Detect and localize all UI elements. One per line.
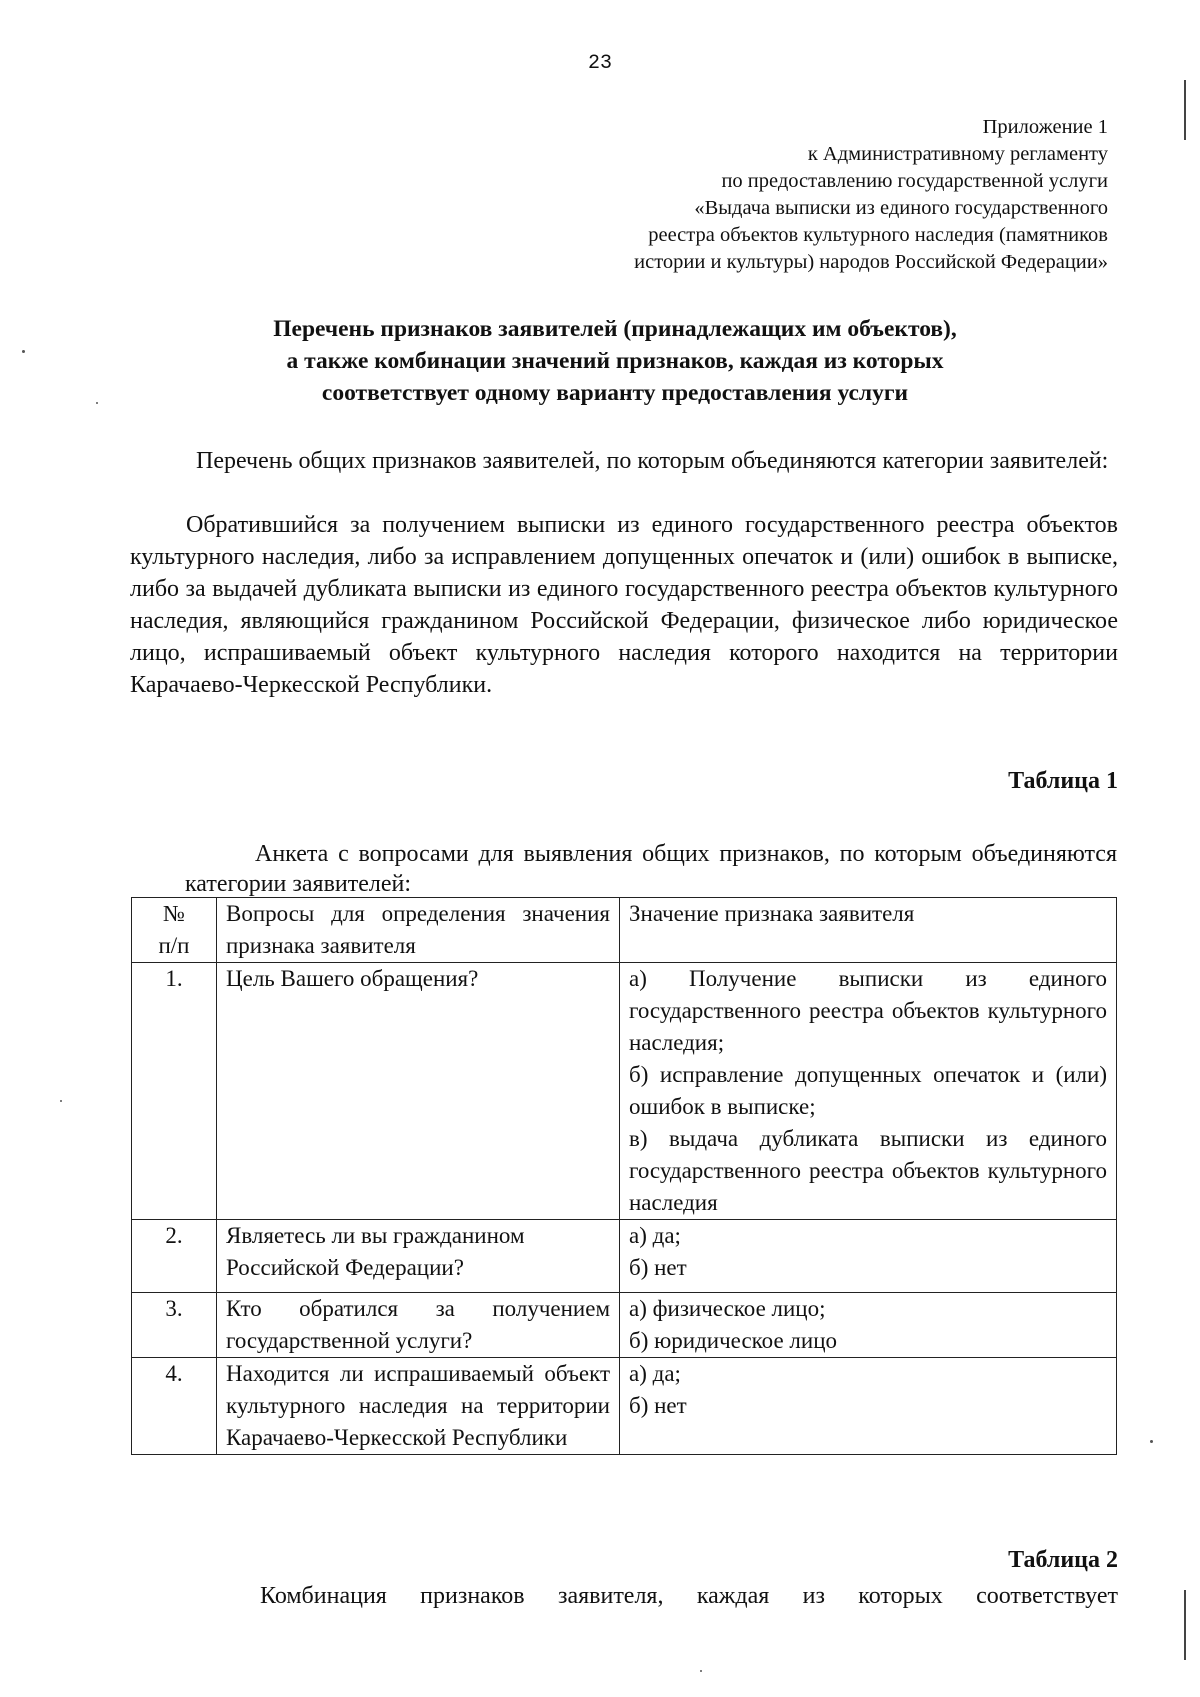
document-title — [120, 313, 1110, 409]
value-option: а) да; — [629, 1223, 681, 1248]
table1-intro — [185, 839, 1117, 899]
row-question: Являетесь ли вы гражданином Российской Федерации? — [217, 1220, 620, 1293]
table-row — [132, 963, 1117, 1220]
general-signs-paragraph — [130, 445, 1118, 477]
row-question: Находится ли испрашиваемый объект культурного наследия на территории Карачаево-Черкесской Республики — [217, 1358, 620, 1455]
value-option: а) физическое лицо; — [629, 1296, 826, 1321]
value-option: б) исправление допущенных опечаток и (или) ошибок в выписке; — [629, 1062, 1107, 1119]
table2-label: Таблица 2 — [1008, 1547, 1118, 1573]
appendix-line: Приложение 1 — [982, 116, 1108, 138]
table-row — [132, 1220, 1117, 1293]
table1-label: Таблица 1 — [1008, 768, 1118, 794]
row-values — [620, 1293, 1117, 1358]
value-option: а) Получение выписки из единого государственного реестра объектов культурного наследия; — [629, 966, 1107, 1055]
value-option: в) выдача дубликата выписки из единого государственного реестра объектов культурного наследия — [629, 1126, 1107, 1215]
scan-margin-mark — [1184, 1590, 1186, 1660]
title-line: а также комбинации значений признаков, каждая из которых — [286, 348, 944, 374]
value-option: а) да; — [629, 1361, 681, 1386]
applicant-paragraph — [130, 509, 1118, 701]
intro-text: Анкета с вопросами для выявления общих признаков, по которым объединяются категории заявителей: — [185, 841, 1117, 897]
header-num-line: № — [163, 901, 185, 926]
header-num-line: п/п — [158, 933, 190, 958]
scan-speck — [700, 1670, 702, 1672]
table2-intro — [130, 1580, 1118, 1612]
row-question: Цель Вашего обращения? — [217, 963, 620, 1220]
appendix-header — [508, 114, 1108, 276]
row-values — [620, 1220, 1117, 1293]
scan-speck — [1150, 1440, 1153, 1443]
header-question: Вопросы для определения значения признака заявителя — [217, 898, 620, 963]
title-line: Перечень признаков заявителей (принадлежащих им объектов), — [273, 316, 957, 342]
value-option: б) нет — [629, 1255, 687, 1280]
intro-text: Комбинация признаков заявителя, каждая из которых соответствует — [260, 1583, 1118, 1609]
appendix-line: истории и культуры) народов Российской Федерации» — [634, 251, 1108, 273]
scan-speck — [60, 1100, 62, 1102]
row-num: 2. — [132, 1220, 217, 1293]
scan-speck — [96, 402, 98, 404]
row-values — [620, 963, 1117, 1220]
value-option: б) юридическое лицо — [629, 1328, 838, 1353]
table-row — [132, 1293, 1117, 1358]
title-line: соответствует одному варианту предоставления услуги — [321, 380, 909, 406]
appendix-line: к Административному регламенту — [807, 143, 1108, 165]
appendix-line: по предоставлению государственной услуги — [721, 170, 1108, 192]
appendix-line: «Выдача выписки из единого государственного — [694, 197, 1108, 219]
row-num: 3. — [132, 1293, 217, 1358]
paragraph-text: Перечень общих признаков заявителей, по которым объединяются категории заявителей: — [196, 448, 1109, 474]
appendix-line: реестра объектов культурного наследия (памятников — [648, 224, 1108, 246]
header-value: Значение признака заявителя — [620, 898, 1117, 963]
row-values — [620, 1358, 1117, 1455]
questionnaire-table — [131, 897, 1117, 1455]
header-num — [132, 898, 217, 963]
value-option: б) нет — [629, 1393, 687, 1418]
row-num: 4. — [132, 1358, 217, 1455]
paragraph-text: Обратившийся за получением выписки из единого государственного реестра объектов культурного наследия, либо за исправлением допущенных опечаток и (или) ошибок в выписке, либо за выдачей дубликата выписки из единого государственного реестра объектов культурного наследия, являющийся гражданином Российской Федерации, физическое либо юридическое лицо, испрашиваемый объект культурного наследия которого находится на территории Карачаево-Черкесской Республики. — [130, 512, 1118, 698]
row-num: 1. — [132, 963, 217, 1220]
page-number: 23 — [587, 52, 612, 75]
table-header-row — [132, 898, 1117, 963]
scan-speck — [22, 350, 25, 353]
row-question: Кто обратился за получением государственной услуги? — [217, 1293, 620, 1358]
table-row — [132, 1358, 1117, 1455]
scan-margin-mark — [1184, 80, 1186, 140]
